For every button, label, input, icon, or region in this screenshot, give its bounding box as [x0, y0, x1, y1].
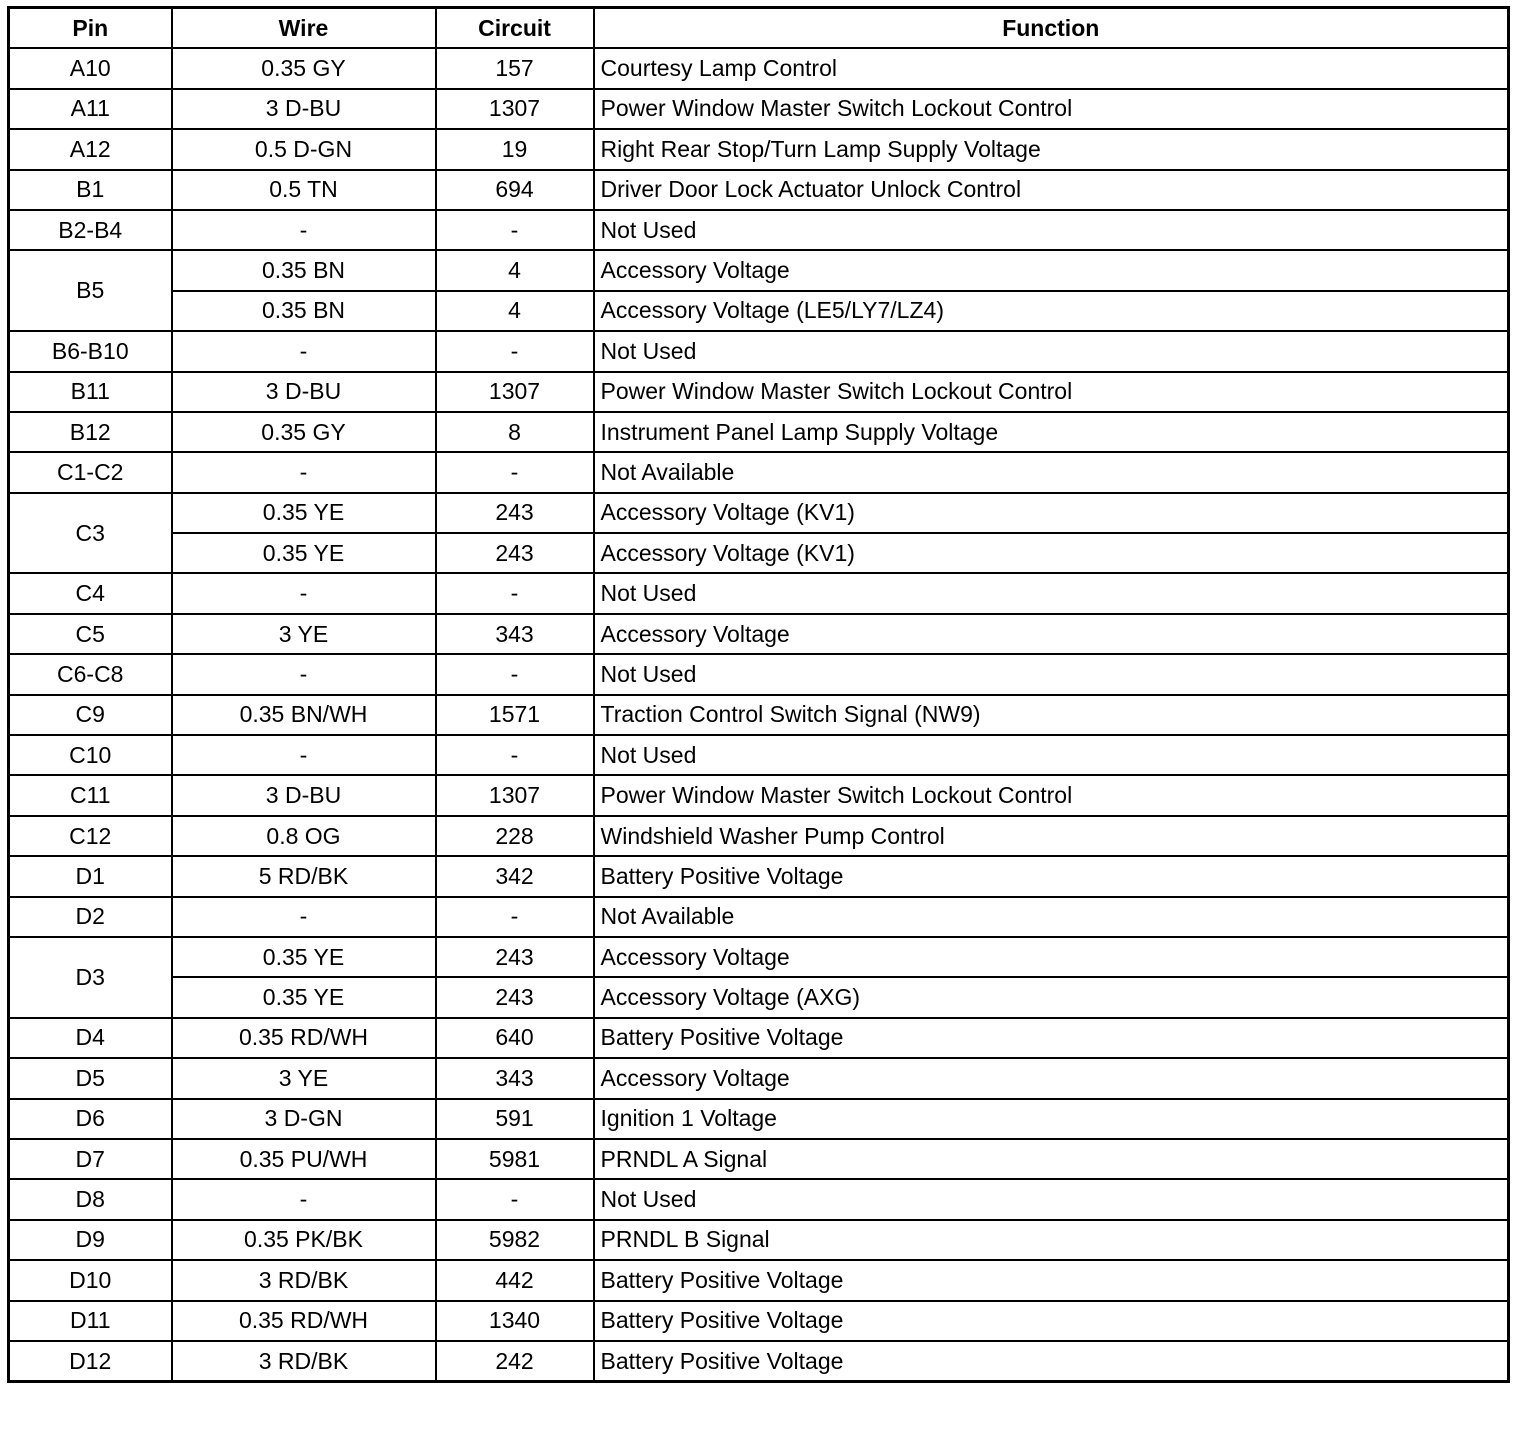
table-row — [9, 452, 1509, 492]
circuit-cell: 591 — [436, 1099, 594, 1139]
function-cell: Accessory Voltage (KV1) — [594, 493, 1509, 533]
circuit-cell: 4 — [436, 250, 594, 290]
pin-cell: D11 — [9, 1301, 172, 1341]
wire-cell: 5 RD/BK — [172, 856, 436, 896]
table-row — [9, 1341, 1509, 1382]
pin-cell: C11 — [9, 775, 172, 815]
table-row — [9, 735, 1509, 775]
wire-cell: 0.35 YE — [172, 493, 436, 533]
circuit-cell: 640 — [436, 1018, 594, 1058]
wire-cell: 0.35 BN/WH — [172, 695, 436, 735]
table-row — [9, 977, 1509, 1017]
connector-pinout-table — [7, 6, 1510, 1383]
wire-cell: 0.35 YE — [172, 937, 436, 977]
table-row — [9, 573, 1509, 613]
circuit-cell: - — [436, 1179, 594, 1219]
circuit-cell: 4 — [436, 291, 594, 331]
function-cell: Instrument Panel Lamp Supply Voltage — [594, 412, 1509, 452]
circuit-cell: 242 — [436, 1341, 594, 1382]
function-cell: Courtesy Lamp Control — [594, 48, 1509, 88]
table-row — [9, 493, 1509, 533]
wire-cell: - — [172, 654, 436, 694]
function-cell: Not Used — [594, 654, 1509, 694]
pin-cell: C12 — [9, 816, 172, 856]
pin-cell: B2-B4 — [9, 210, 172, 250]
circuit-cell: 1307 — [436, 89, 594, 129]
wire-cell: 3 YE — [172, 1058, 436, 1098]
function-cell: Power Window Master Switch Lockout Control — [594, 89, 1509, 129]
wire-cell: 0.35 RD/WH — [172, 1301, 436, 1341]
function-cell: Power Window Master Switch Lockout Control — [594, 775, 1509, 815]
pin-cell: A11 — [9, 89, 172, 129]
function-cell: Accessory Voltage (KV1) — [594, 533, 1509, 573]
pin-cell: C10 — [9, 735, 172, 775]
header-pin: Pin — [9, 8, 172, 49]
pin-cell: D3 — [9, 937, 172, 1018]
circuit-cell: 1307 — [436, 372, 594, 412]
table-row — [9, 170, 1509, 210]
circuit-cell: 1307 — [436, 775, 594, 815]
circuit-cell: 8 — [436, 412, 594, 452]
wire-cell: - — [172, 331, 436, 371]
table-row — [9, 1260, 1509, 1300]
table-row — [9, 533, 1509, 573]
circuit-cell: - — [436, 735, 594, 775]
pin-cell: D10 — [9, 1260, 172, 1300]
wire-cell: 3 D-BU — [172, 89, 436, 129]
pin-cell: C6-C8 — [9, 654, 172, 694]
circuit-cell: - — [436, 331, 594, 371]
header-row — [9, 8, 1509, 49]
wire-cell: 0.35 BN — [172, 291, 436, 331]
table-row — [9, 89, 1509, 129]
circuit-cell: 5982 — [436, 1220, 594, 1260]
function-cell: Accessory Voltage — [594, 1058, 1509, 1098]
wire-cell: - — [172, 573, 436, 613]
circuit-cell: 1340 — [436, 1301, 594, 1341]
wire-cell: - — [172, 210, 436, 250]
table-body — [9, 48, 1509, 1381]
circuit-cell: 1571 — [436, 695, 594, 735]
circuit-cell: 243 — [436, 977, 594, 1017]
table-row — [9, 1018, 1509, 1058]
function-cell: Battery Positive Voltage — [594, 1301, 1509, 1341]
wire-cell: - — [172, 735, 436, 775]
table-row — [9, 1301, 1509, 1341]
table-row — [9, 1179, 1509, 1219]
function-cell: Not Used — [594, 735, 1509, 775]
wire-cell: 0.35 RD/WH — [172, 1018, 436, 1058]
pin-cell: C3 — [9, 493, 172, 574]
header-circuit: Circuit — [436, 8, 594, 49]
wire-cell: - — [172, 897, 436, 937]
pin-cell: D7 — [9, 1139, 172, 1179]
table-row — [9, 1139, 1509, 1179]
circuit-cell: 342 — [436, 856, 594, 896]
wire-cell: - — [172, 1179, 436, 1219]
wire-cell: 0.35 GY — [172, 48, 436, 88]
pin-cell: D5 — [9, 1058, 172, 1098]
wire-cell: 3 YE — [172, 614, 436, 654]
function-cell: Driver Door Lock Actuator Unlock Control — [594, 170, 1509, 210]
table-row — [9, 48, 1509, 88]
wire-cell: 3 RD/BK — [172, 1341, 436, 1382]
function-cell: Not Used — [594, 331, 1509, 371]
pin-cell: D2 — [9, 897, 172, 937]
function-cell: Right Rear Stop/Turn Lamp Supply Voltage — [594, 129, 1509, 169]
wire-cell: 3 D-BU — [172, 372, 436, 412]
table-row — [9, 1058, 1509, 1098]
table-row — [9, 897, 1509, 937]
function-cell: Ignition 1 Voltage — [594, 1099, 1509, 1139]
circuit-cell: - — [436, 654, 594, 694]
function-cell: PRNDL B Signal — [594, 1220, 1509, 1260]
function-cell: Not Used — [594, 210, 1509, 250]
pin-cell: A10 — [9, 48, 172, 88]
pin-cell: B1 — [9, 170, 172, 210]
circuit-cell: - — [436, 210, 594, 250]
table-row — [9, 291, 1509, 331]
function-cell: Accessory Voltage — [594, 937, 1509, 977]
circuit-cell: - — [436, 897, 594, 937]
pin-cell: D8 — [9, 1179, 172, 1219]
function-cell: Battery Positive Voltage — [594, 1018, 1509, 1058]
circuit-cell: 157 — [436, 48, 594, 88]
circuit-cell: 343 — [436, 614, 594, 654]
table-row — [9, 210, 1509, 250]
wire-cell: 0.5 D-GN — [172, 129, 436, 169]
wire-cell: 0.35 YE — [172, 533, 436, 573]
header-wire: Wire — [172, 8, 436, 49]
circuit-cell: - — [436, 452, 594, 492]
pin-cell: B5 — [9, 250, 172, 331]
pin-cell: A12 — [9, 129, 172, 169]
table-row — [9, 654, 1509, 694]
pin-cell: C9 — [9, 695, 172, 735]
wire-cell: 3 D-GN — [172, 1099, 436, 1139]
wire-cell: 0.35 PU/WH — [172, 1139, 436, 1179]
wire-cell: 3 D-BU — [172, 775, 436, 815]
table-row — [9, 1220, 1509, 1260]
circuit-cell: 19 — [436, 129, 594, 169]
wire-cell: 0.35 PK/BK — [172, 1220, 436, 1260]
circuit-cell: 5981 — [436, 1139, 594, 1179]
function-cell: Traction Control Switch Signal (NW9) — [594, 695, 1509, 735]
pin-cell: B12 — [9, 412, 172, 452]
table-row — [9, 856, 1509, 896]
header-function: Function — [594, 8, 1509, 49]
wire-cell: 0.8 OG — [172, 816, 436, 856]
wire-cell: 0.35 YE — [172, 977, 436, 1017]
table-row — [9, 937, 1509, 977]
function-cell: Not Used — [594, 1179, 1509, 1219]
pin-cell: C4 — [9, 573, 172, 613]
table-row — [9, 412, 1509, 452]
function-cell: Battery Positive Voltage — [594, 856, 1509, 896]
function-cell: Accessory Voltage — [594, 250, 1509, 290]
wire-cell: 0.35 GY — [172, 412, 436, 452]
table-row — [9, 816, 1509, 856]
circuit-cell: - — [436, 573, 594, 613]
function-cell: PRNDL A Signal — [594, 1139, 1509, 1179]
pin-cell: D1 — [9, 856, 172, 896]
circuit-cell: 243 — [436, 937, 594, 977]
function-cell: Power Window Master Switch Lockout Control — [594, 372, 1509, 412]
table-row — [9, 129, 1509, 169]
function-cell: Not Used — [594, 573, 1509, 613]
table-row — [9, 250, 1509, 290]
pin-cell: D12 — [9, 1341, 172, 1382]
pin-cell: D6 — [9, 1099, 172, 1139]
pin-cell: B11 — [9, 372, 172, 412]
table-row — [9, 695, 1509, 735]
wire-cell: 0.5 TN — [172, 170, 436, 210]
pin-cell: B6-B10 — [9, 331, 172, 371]
function-cell: Battery Positive Voltage — [594, 1341, 1509, 1382]
table-row — [9, 1099, 1509, 1139]
pin-cell: D4 — [9, 1018, 172, 1058]
table-row — [9, 331, 1509, 371]
wire-cell: 0.35 BN — [172, 250, 436, 290]
function-cell: Accessory Voltage (LE5/LY7/LZ4) — [594, 291, 1509, 331]
circuit-cell: 442 — [436, 1260, 594, 1300]
pin-cell: D9 — [9, 1220, 172, 1260]
pin-cell: C5 — [9, 614, 172, 654]
table-row — [9, 372, 1509, 412]
table-row — [9, 614, 1509, 654]
wire-cell: - — [172, 452, 436, 492]
circuit-cell: 228 — [436, 816, 594, 856]
circuit-cell: 243 — [436, 493, 594, 533]
table-row — [9, 775, 1509, 815]
wire-cell: 3 RD/BK — [172, 1260, 436, 1300]
circuit-cell: 343 — [436, 1058, 594, 1098]
function-cell: Windshield Washer Pump Control — [594, 816, 1509, 856]
function-cell: Not Available — [594, 897, 1509, 937]
function-cell: Accessory Voltage — [594, 614, 1509, 654]
circuit-cell: 694 — [436, 170, 594, 210]
function-cell: Not Available — [594, 452, 1509, 492]
function-cell: Accessory Voltage (AXG) — [594, 977, 1509, 1017]
pin-cell: C1-C2 — [9, 452, 172, 492]
circuit-cell: 243 — [436, 533, 594, 573]
function-cell: Battery Positive Voltage — [594, 1260, 1509, 1300]
